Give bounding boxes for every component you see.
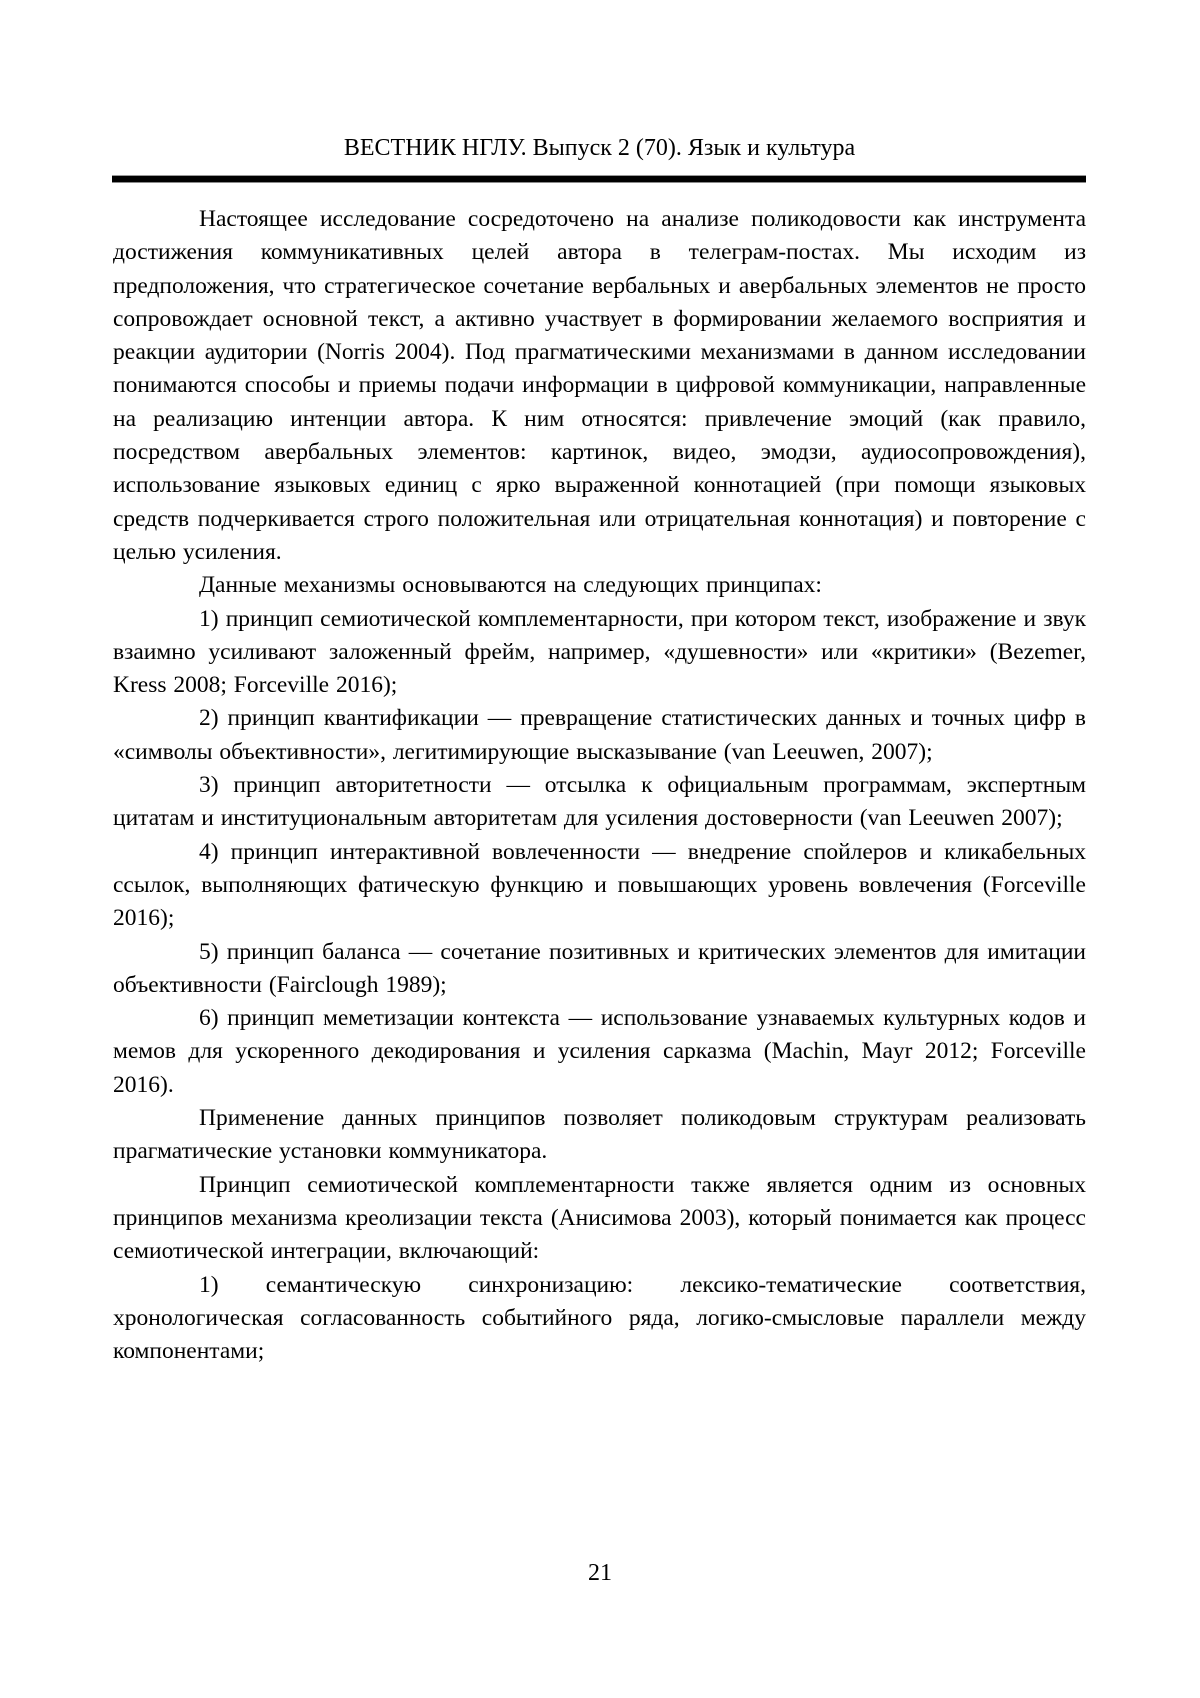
article-body	[113, 203, 1086, 1368]
paragraph-list-item: 1) принцип семиотической комплементарности, при котором текст, изображение и звук взаимно усиливают заложенный фрейм, например, «душевности» или «критики» (Bezemer, Kress 2008; Forceville 2016);	[113, 605, 1086, 699]
paragraph-list-item: 1) семантическую синхронизацию: лексико-тематические соответствия, хронологическая согласованность событийного ряда, логико-смысловые параллели между компонентами;	[113, 1271, 1086, 1365]
paragraph: Настоящее исследование сосредоточено на анализе поликодовости как инструмента достижения коммуникативных целей автора в телеграм-постах. Мы исходим из предположения, что стратегическое сочетание вербальных и авербальных элементов не просто сопровождает основной текст, а активно участвует в формировании желаемого восприятия и реакции аудитории (Norris 2004). Под прагматическими механизмами в данном исследовании понимаются способы и приемы подачи информации в цифровой коммуникации, направленные на реализацию интенции автора. К ним относятся: привлечение эмоций (как правило, посредством авербальных элементов: картинок, видео, эмодзи, аудиосопровождения), использование языковых единиц с ярко выраженной коннотацией (при помощи языковых средств подчеркивается строго положительная или отрицательная коннотация) и повторение с целью усиления.	[113, 206, 1086, 565]
paragraph-list-item: 3) принцип авторитетности — отсылка к официальным программам, экспертным цитатам и институциональным авторитетам для усиления достоверности (van Leeuwen 2007);	[113, 772, 1086, 832]
header-rule	[112, 176, 1086, 182]
paragraph: Данные механизмы основываются на следующих принципах:	[199, 572, 822, 599]
paragraph-list-item: 4) принцип интерактивной вовлеченности — внедрение спойлеров и кликабельных ссылок, выполняющих фатическую функцию и повышающих уровень вовлечения (Forceville 2016);	[113, 838, 1086, 932]
paragraph-list-item: 2) принцип квантификации — превращение статистических данных и точных цифр в «символы объективности», легитимирующие высказывание (van Leeuwen, 2007);	[113, 705, 1086, 765]
running-head: ВЕСТНИК НГЛУ. Выпуск 2 (70). Язык и культура	[343, 135, 856, 161]
paragraph: Принцип семиотической комплементарности также является одним из основных принципов механизма креолизации текста (Анисимова 2003), который понимается как процесс семиотической интеграции, включающий:	[113, 1171, 1086, 1265]
paragraph-list-item: 5) принцип баланса — сочетание позитивных и критических элементов для имитации объективности (Fairclough 1989);	[113, 938, 1086, 998]
paragraph: Применение данных принципов позволяет поликодовым структурам реализовать прагматические установки коммуникатора.	[113, 1105, 1086, 1165]
page-number: 21	[588, 1560, 612, 1586]
paragraph-list-item: 6) принцип меметизации контекста — использование узнаваемых культурных кодов и мемов для ускоренного декодирования и усиления сарказма (Machin, Mayr 2012; Forceville 2016).	[113, 1005, 1086, 1098]
